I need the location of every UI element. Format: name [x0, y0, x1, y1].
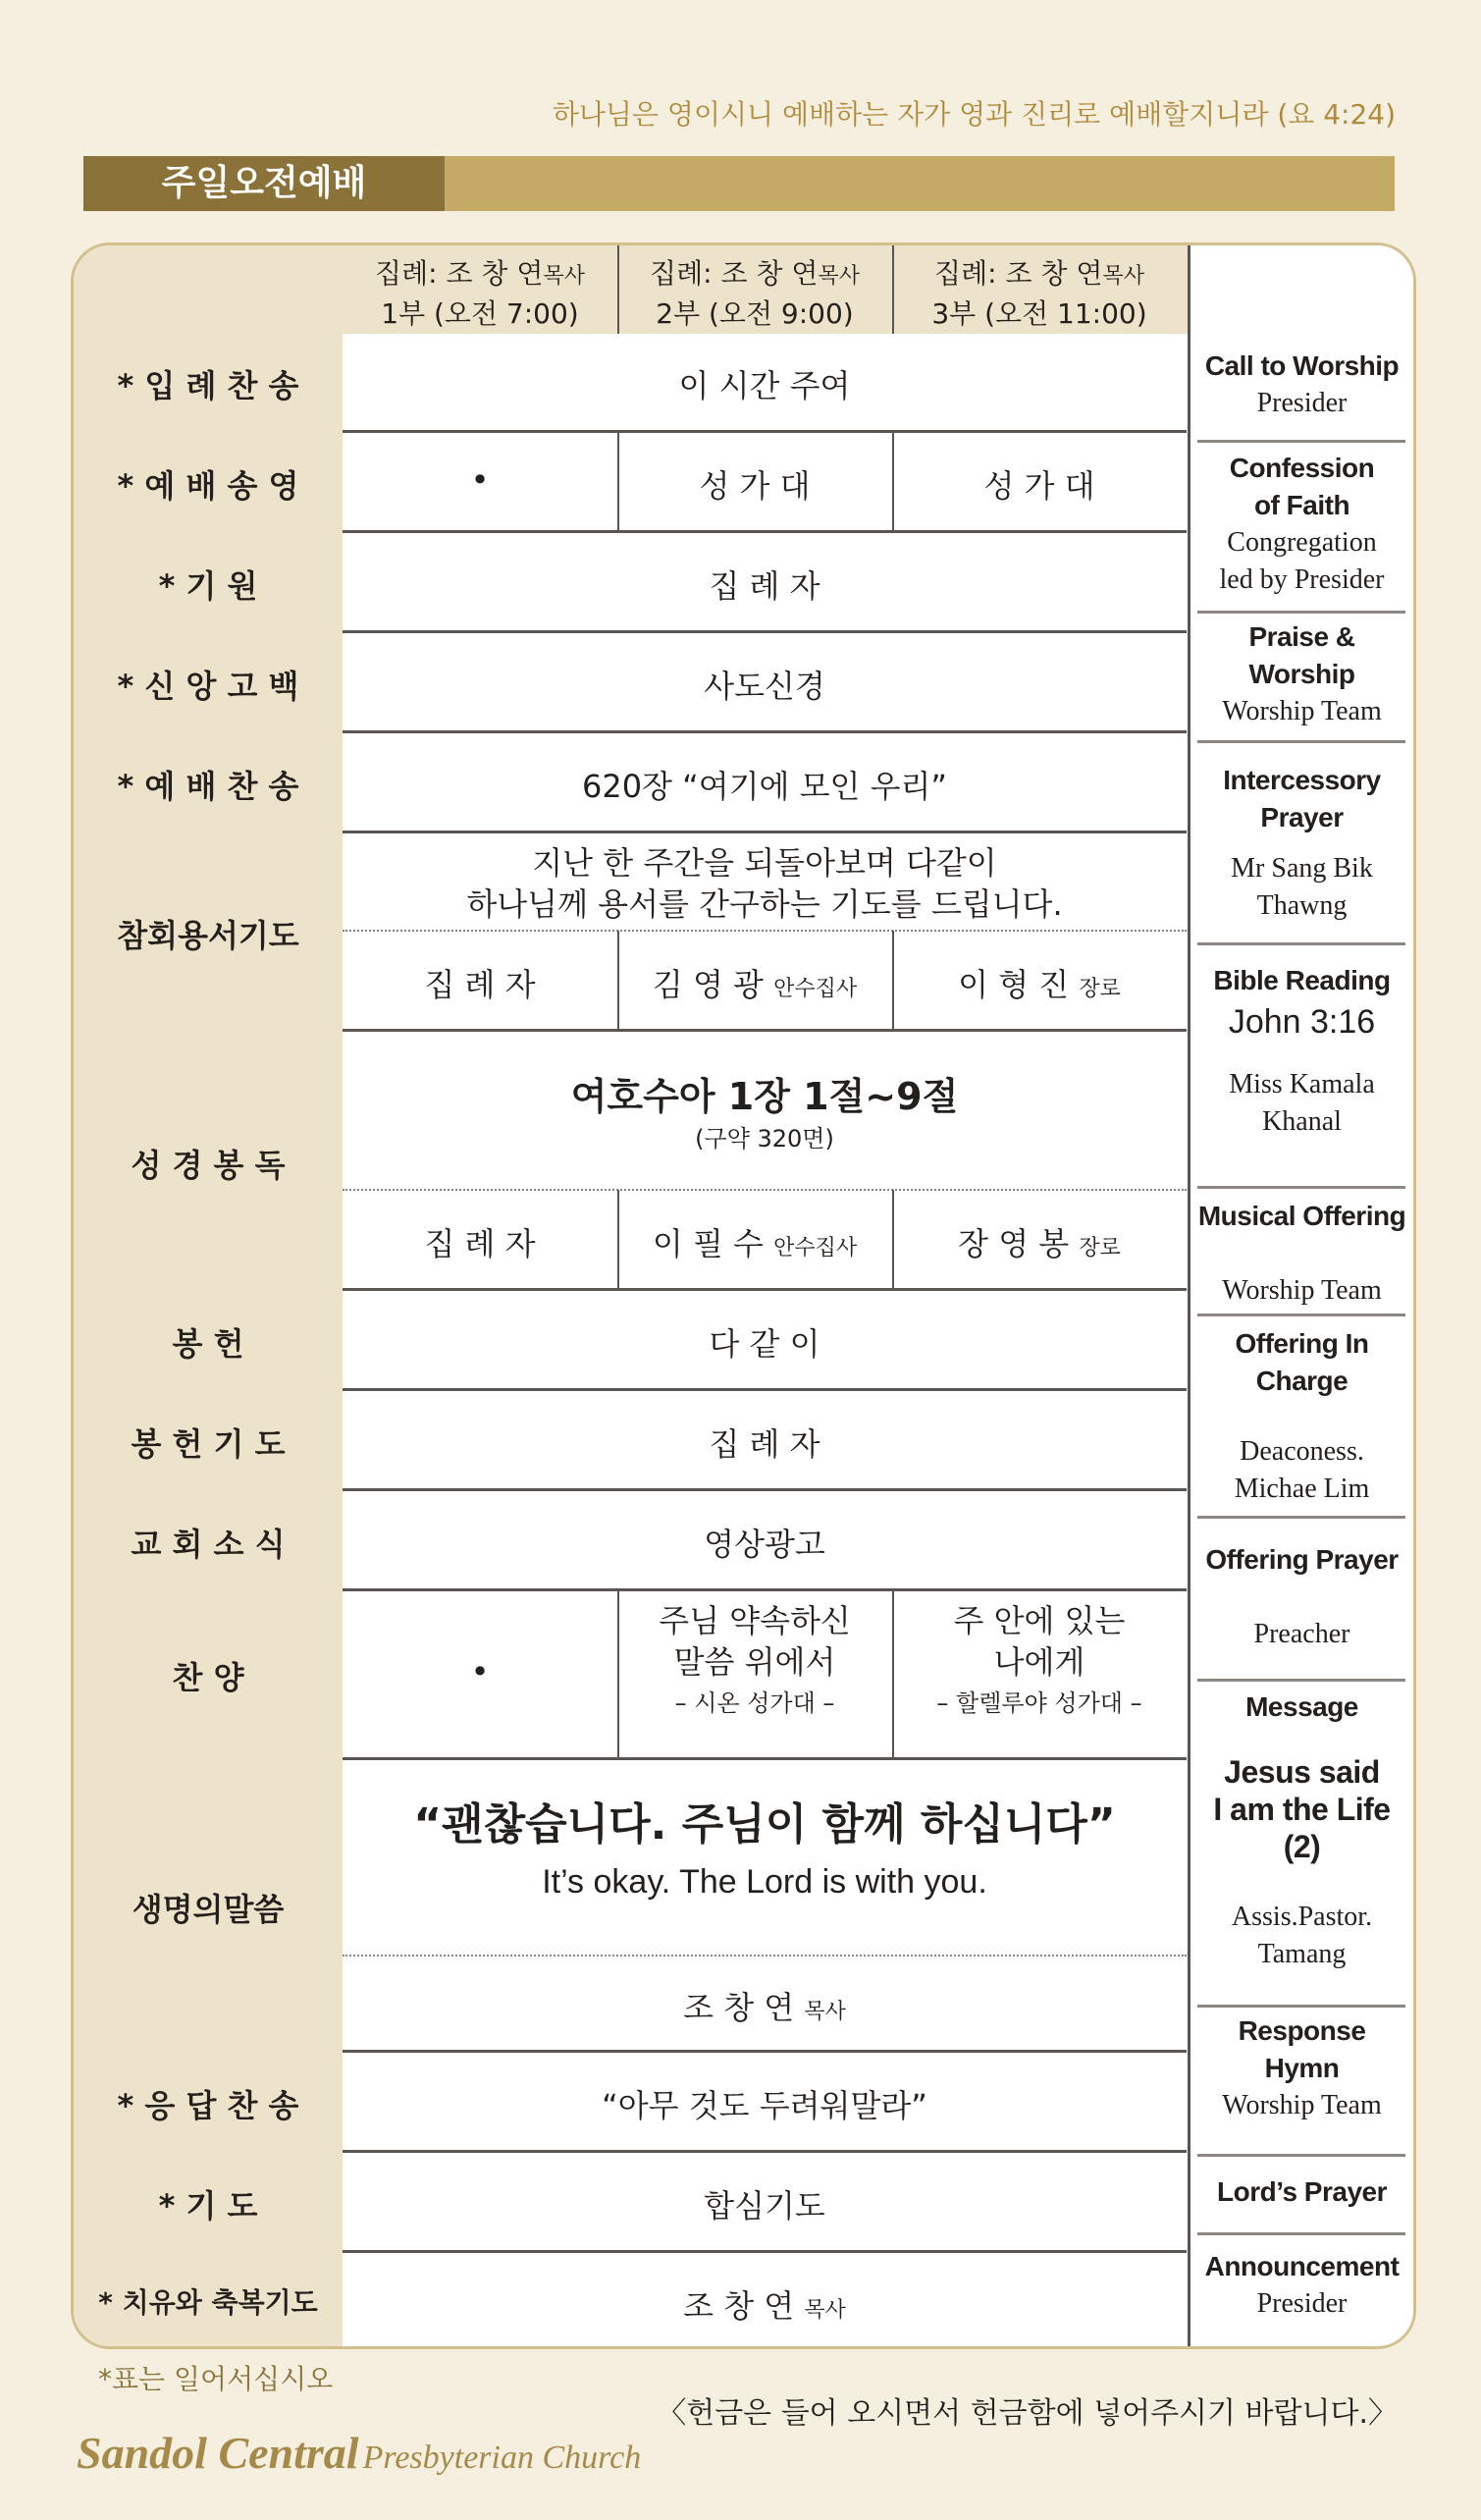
- response-hymn: “아무 것도 두려워말라”: [602, 2087, 927, 2124]
- label-offering-prayer: 봉 헌 기 도: [131, 1425, 286, 1463]
- choir-service-3: 주 안에 있는 나에게 – 할렐루야 성가대 –: [936, 1602, 1142, 1717]
- invocation-leader: 집 례 자: [709, 567, 820, 605]
- label-creed: * 신 앙 고 백: [117, 668, 299, 705]
- repentance-instruction: 지난 한 주간을 되돌아보며 다같이 하나님께 용서를 간구하는 기도를 드립니다.: [466, 844, 1063, 923]
- eng-bible-reading: Bible Reading John 3:16 Miss Kamala Khanal: [1213, 965, 1391, 1137]
- sermon-title: “괜찮습니다. 주님이 함께 하십니다”: [413, 1799, 1116, 1850]
- label-response-hymn: * 응 답 찬 송: [117, 2087, 299, 2124]
- eng-lords-prayer: Lord’s Prayer: [1217, 2176, 1387, 2207]
- offering-prayer-by: 집 례 자: [709, 1425, 820, 1463]
- service-2-header: 집례: 조 창 연목사 2부 (오전 9:00): [650, 257, 860, 330]
- scripture-reader-3: 장 영 봉 장로: [958, 1225, 1121, 1262]
- choir-service-1: •: [470, 1653, 490, 1690]
- doxology-service-2: 성 가 대: [699, 467, 811, 505]
- eng-confession-of-faith: Confession of Faith Congregation led by Presider: [1219, 453, 1385, 595]
- eng-response-hymn: Response Hymn Worship Team: [1222, 2015, 1382, 2120]
- doxology-service-1: •: [470, 461, 490, 499]
- label-choir: 찬 양: [172, 1659, 244, 1696]
- label-scripture-reading: 성 경 봉 독: [131, 1147, 286, 1184]
- label-doxology: * 예 배 송 영: [117, 467, 299, 505]
- worship-hymn: 620장 “여기에 모인 우리”: [581, 768, 948, 805]
- eng-offering-prayer: Offering Prayer Preacher: [1205, 1544, 1399, 1649]
- choir-service-2: 주님 약속하신 말씀 위에서 – 시온 성가대 –: [659, 1602, 851, 1717]
- service-1-header: 집례: 조 창 연목사 1부 (오전 7:00): [375, 257, 585, 330]
- eng-announcement: Announcement Presider: [1204, 2251, 1400, 2319]
- scripture-reader-2: 이 필 수 안수집사: [652, 1225, 858, 1262]
- eng-musical-offering: Musical Offering Worship Team: [1197, 1201, 1406, 1306]
- healing-prayer-leader: 조 창 연 목사: [683, 2287, 846, 2325]
- repentance-leader-1: 집 례 자: [424, 966, 536, 1003]
- scripture-verse: 하나님은 영이시니 예배하는 자가 영과 진리로 예배할지니라 (요 4:24): [552, 98, 1396, 131]
- eng-intercessory-prayer: Intercessory Prayer Mr Sang Bik Thawng: [1223, 765, 1381, 921]
- eng-praise-worship: Praise & Worship Worship Team: [1222, 621, 1382, 726]
- service-3-header: 집례: 조 창 연목사 3부 (오전 11:00): [931, 257, 1147, 330]
- scripture-page: (구약 320면): [695, 1125, 834, 1153]
- offering-note: 〈헌금은 들어 오시면서 헌금함에 넣어주시기 바랍니다.〉: [657, 2396, 1398, 2431]
- label-opening-hymn: * 입 례 찬 송: [117, 367, 299, 404]
- order-of-worship-table: [71, 242, 1416, 2349]
- label-announcements: 교 회 소 식: [131, 1526, 286, 1563]
- label-worship-hymn: * 예 배 찬 송: [117, 768, 299, 805]
- eng-message: Message Jesus said I am the Life (2) Assis.Pastor. Tamang: [1213, 1691, 1391, 1969]
- announcements-type: 영상광고: [704, 1526, 825, 1563]
- doxology-service-3: 성 가 대: [983, 467, 1095, 505]
- repentance-leader-2: 김 영 광 안수집사: [652, 966, 858, 1003]
- opening-hymn: 이 시간 주여: [678, 367, 851, 404]
- scripture-passage: 여호수아 1장 1절~9절: [570, 1075, 959, 1118]
- church-name: Sandol Central Presbyterian Church: [77, 2428, 642, 2478]
- standing-note: *표는 일어서십시오: [98, 2363, 334, 2395]
- label-healing-prayer: * 치유와 축복기도: [98, 2286, 318, 2319]
- repentance-leader-3: 이 형 진 장로: [958, 966, 1121, 1003]
- label-invocation: * 기 원: [158, 567, 258, 605]
- creed-text: 사도신경: [704, 668, 825, 705]
- eng-offering-in-charge: Offering In Charge Deaconess. Michae Lim: [1234, 1328, 1370, 1504]
- sermon-title-english: It’s okay. The Lord is with you.: [542, 1863, 987, 1901]
- scripture-reader-1: 집 례 자: [424, 1225, 536, 1262]
- section-title: 주일오전예배: [83, 156, 445, 211]
- sermon-preacher: 조 창 연 목사: [683, 1989, 846, 2026]
- label-sermon: 생명의말씀: [132, 1891, 285, 1928]
- label-prayer: * 기 도: [158, 2187, 258, 2225]
- offering-by: 다 같 이: [709, 1325, 820, 1363]
- eng-call-to-worship: Call to Worship Presider: [1204, 350, 1400, 418]
- prayer-type: 합심기도: [704, 2187, 825, 2225]
- label-offering: 봉 헌: [172, 1325, 244, 1363]
- label-repentance-prayer: 참회용서기도: [117, 917, 299, 954]
